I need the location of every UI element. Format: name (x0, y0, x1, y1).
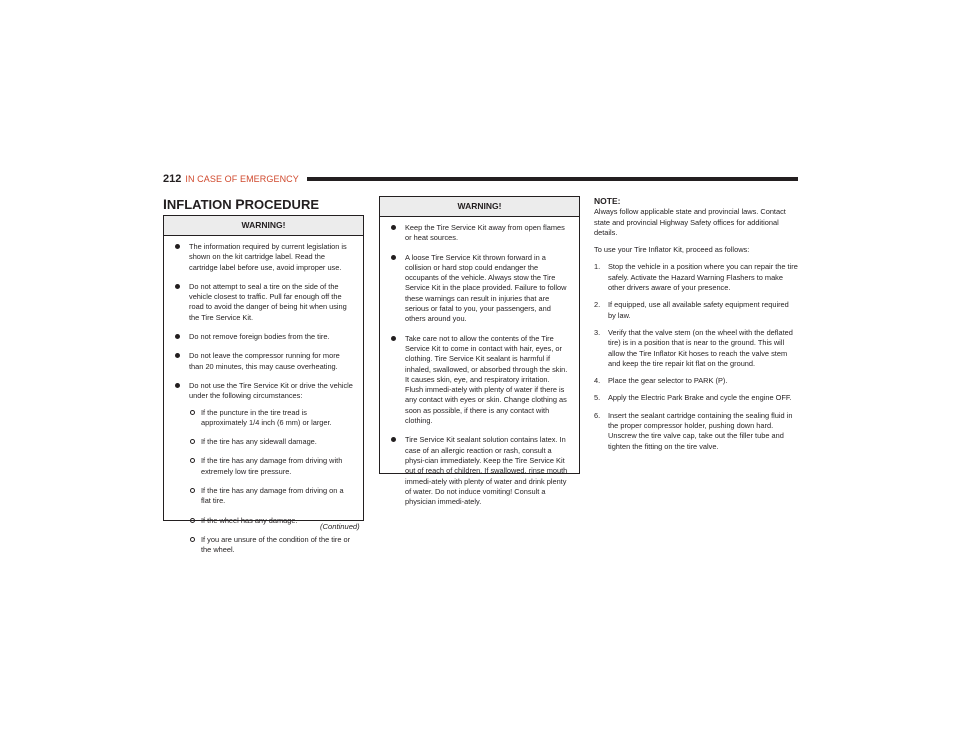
sub-bullet-icon (190, 488, 195, 493)
bullet-icon (175, 353, 180, 358)
warning-bullet: Tire Service Kit sealant solution contains latex. In case of an allergic reaction or rash, consult a physi-cian immediately. Keep the Tire Service Kit out of reach of children. If swallowed, rinse mouth immedi-ately with plenty of water and drink plenty of water. Do not induce vomiting! Consult a physician immedi-ately. (390, 435, 569, 507)
warning-bullet: Do not remove foreign bodies from the tire. (174, 332, 353, 342)
page-title: INFLATION PROCEDURE (163, 196, 320, 212)
continued-label: (Continued) (320, 522, 360, 531)
bullet-icon (175, 334, 180, 339)
step-item: 1. Stop the vehicle in a position where you can repair the tire safely. Activate the Hazard Warning Flashers to make other drivers aware of your presence. (594, 262, 798, 293)
sub-bullet-icon (190, 410, 195, 415)
warning-bullet: Do not attempt to seal a tire on the side of the vehicle closest to traffic. Pull far enough off the road to avoid the danger of being hit when using the Tire Service Kit. (174, 282, 353, 323)
sub-bullet-icon (190, 518, 195, 523)
note-label: NOTE: (594, 196, 621, 206)
header-rule (307, 177, 798, 181)
warning-bullet: Do not leave the compressor running for more than 20 minutes, this may cause overheating. (174, 351, 353, 372)
warning-sub-bullet: If the tire has any sidewall damage. (174, 437, 353, 447)
step-item: 5. Apply the Electric Park Brake and cycle the engine OFF. (594, 393, 792, 403)
bullet-icon (175, 284, 180, 289)
warning-title: WARNING! (164, 216, 363, 236)
warning-bullet: A loose Tire Service Kit thrown forward in a collision or hard stop could endanger the occupants of the vehicle. Always stow the Tire Service Kit in the place provided. Failure to follow these warnings can result in injuries that are serious or fatal to you, your passengers, and others around you. (390, 253, 569, 325)
warning-sub-bullet: If the puncture in the tire tread is approximately 1/4 inch (6 mm) or larger. (174, 408, 353, 429)
note-text: Always follow applicable state and provincial laws. Contact state and provincial Highway Safety offices for additional details. (594, 207, 786, 237)
bullet-icon (391, 225, 396, 230)
sub-bullet-icon (190, 537, 195, 542)
intro-text: To use your Tire Inflator Kit, proceed as follows: (594, 245, 750, 255)
warning-bullet: Keep the Tire Service Kit away from open flames or heat sources. (390, 223, 569, 244)
warning-box-middle (379, 196, 580, 507)
step-item: 2. If equipped, use all available safety equipment required by law. (594, 300, 789, 320)
step-item: 3. Verify that the valve stem (on the wheel with the deflated tire) is in a position that is near to the ground. This will allow the Tire Inflator Kit hoses to reach the valve stem and keep the tire repair kit flat on the ground. (594, 327, 793, 368)
warning-bullet: Take care not to allow the contents of the Tire Service Kit to come in contact with hair, eyes, or clothing. Tire Service Kit sealant is harmful if inhaled, swallowed, or absorbed through the skin. It causes skin, eye, and respiratory irritation. Flush immedi-ately with plenty of water if there is any contact with eyes or skin. Change clothing as soon as possible, if there is any contact with clothing. (390, 334, 569, 427)
warning-bullet: The information required by current legislation is shown on the kit cartridge label. Read the cartridge label before use, avoid improper use. (174, 242, 353, 273)
bullet-icon (175, 383, 180, 388)
bullet-icon (391, 437, 396, 442)
page-header (163, 171, 798, 187)
bullet-icon (175, 244, 180, 249)
warning-sub-bullet: If the tire has any damage from driving with extremely low tire pressure. (174, 456, 353, 477)
bullet-icon (391, 336, 396, 341)
step-item: 6. Insert the sealant cartridge containing the sealing fluid in the proper compressor holder, pushing down hard. Unscrew the tire valve cap, take out the filler tube and tighten the fitting on the tire valve. (594, 410, 793, 451)
warning-sub-bullet: If the tire has any damage from driving on a flat tire. (174, 486, 353, 507)
warning-sub-bullet: If the wheel has any damage. (174, 516, 353, 526)
sub-bullet-icon (190, 439, 195, 444)
step-item: 4. Place the gear selector to PARK (P). (594, 376, 728, 386)
warning-title: WARNING! (380, 197, 579, 217)
warning-sub-bullet: If you are unsure of the condition of the tire or the wheel. (174, 535, 353, 556)
sub-bullet-icon (190, 458, 195, 463)
section-title: IN CASE OF EMERGENCY (185, 174, 299, 184)
instructions-column (594, 196, 798, 459)
warning-bullet: Do not use the Tire Service Kit or drive the vehicle under the following circumstances: (174, 381, 353, 402)
bullet-icon (391, 255, 396, 260)
page-number: 212 (163, 173, 182, 185)
